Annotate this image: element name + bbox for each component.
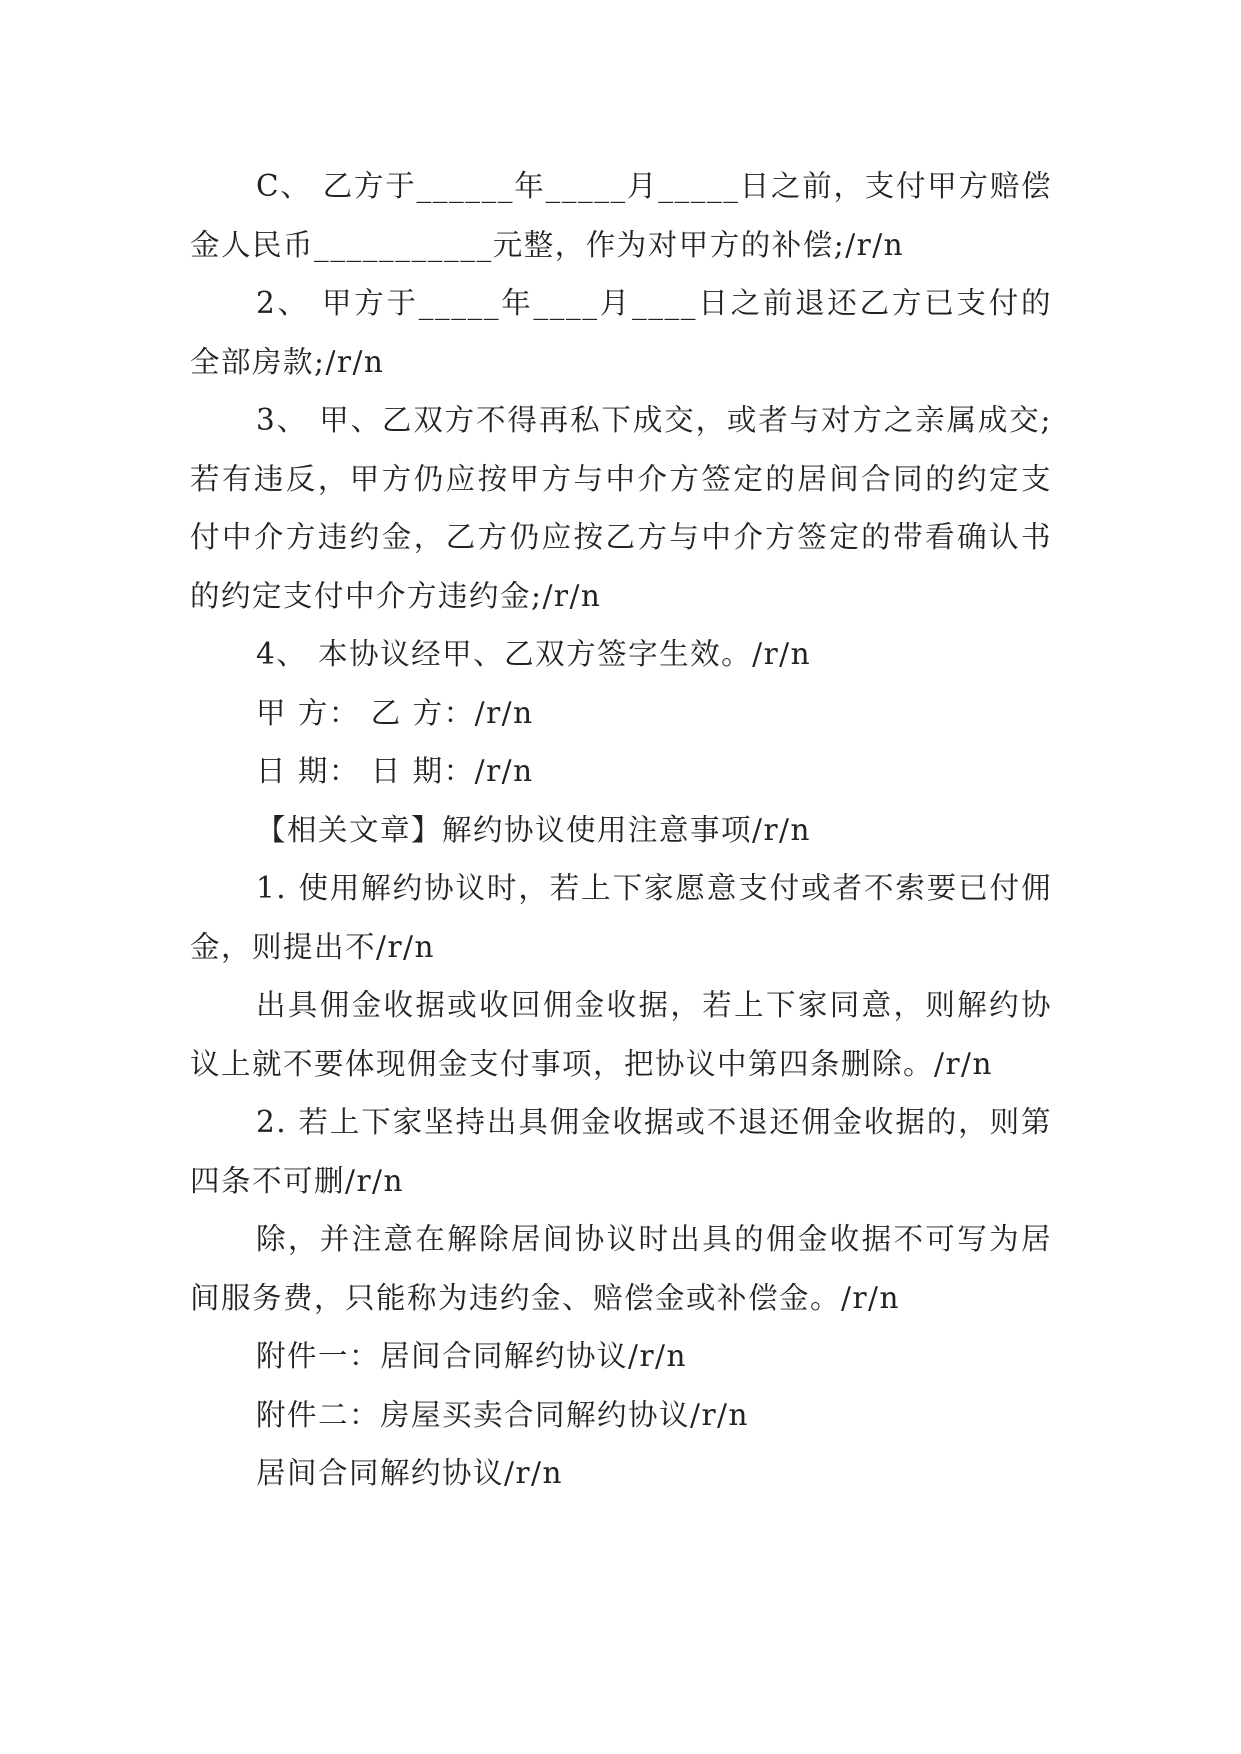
signature-parties-line: 甲 方： 乙 方：/r/n [256, 695, 534, 730]
section-title-line: 居间合同解约协议/r/n [256, 1456, 563, 1490]
note-1-paragraph: 1. 使用解约协议时，若上下家愿意支付或者不索要已付佣金，则提出不/r/n [190, 871, 1052, 964]
attachment-1-line: 附件一：居间合同解约协议/r/n [256, 1339, 687, 1373]
paragraph-clause-2: 2、 甲方于_____年____月____日之前退还乙方已支付的全部房款;/r/n [190, 286, 1052, 379]
signature-dates-line: 日 期： 日 期：/r/n [256, 754, 534, 788]
note-2-paragraph: 2. 若上下家坚持出具佣金收据或不退还佣金收据的，则第四条不可删/r/n [190, 1105, 1052, 1198]
note-1-continued-paragraph: 出具佣金收据或收回佣金收据，若上下家同意，则解约协议上就不要体现佣金支付事项，把协议中第四条删除。/r/n [190, 988, 1052, 1081]
paragraph-clause-3: 3、 甲、乙双方不得再私下成交，或者与对方之亲属成交;若有违反，甲方仍应按甲方与中介方签定的居间合同的约定支付中介方违约金，乙方仍应按乙方与中介方签定的带看确认书的约定支付中介方违约金;/r/n [190, 403, 1052, 613]
attachment-2-line: 附件二：房屋买卖合同解约协议/r/n [256, 1397, 749, 1432]
note-2-continued-paragraph: 除，并注意在解除居间协议时出具的佣金收据不可写为居间服务费，只能称为违约金、赔偿金或补偿金。/r/n [190, 1222, 1052, 1315]
paragraph-clause-4: 4、 本协议经甲、乙双方签字生效。/r/n [256, 637, 812, 671]
document-body [190, 157, 1052, 1503]
paragraph-clause-c: C、 乙方于______年_____月_____日之前，支付甲方赔偿金人民币___________元整，作为对甲方的补偿;/r/n [190, 169, 1052, 262]
related-article-heading: 【相关文章】解约协议使用注意事项/r/n [256, 812, 811, 847]
